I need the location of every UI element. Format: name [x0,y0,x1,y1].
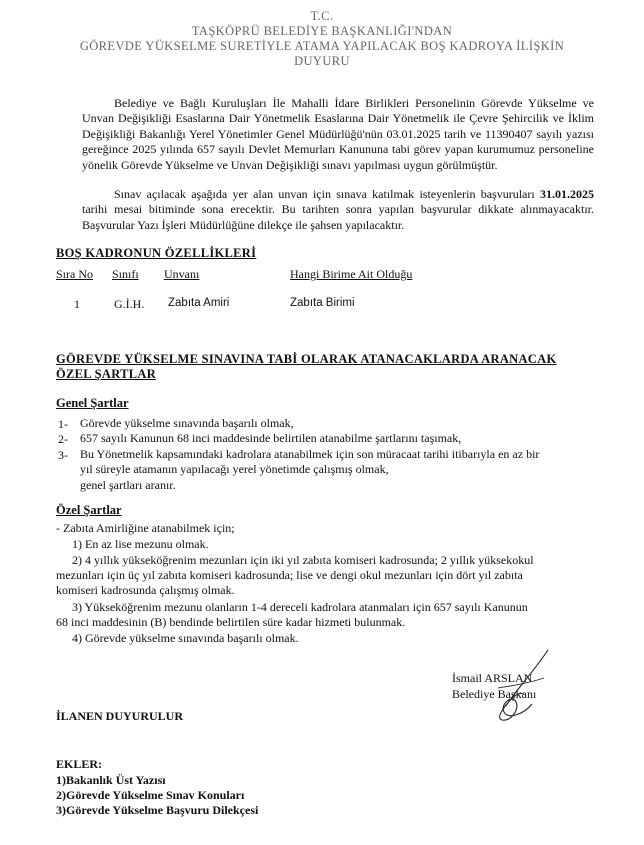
attachments-title: EKLER: [56,757,103,771]
signatory-title: Belediye Başkanı [452,687,537,701]
general-item-3-text-line1: Bu Yönetmelik kapsamındaki kadrolara atanabilmek için son müracaat tarihi itibarıyla en az bir [80,447,540,461]
vacancy-row-no: 1 [74,297,80,311]
general-item-1-text: Görevde yükselme sınavında başarılı olmak, [80,416,294,430]
special-conditions-title-line2: ÖZEL ŞARTLAR [56,367,157,381]
vacancy-title: BOŞ KADRONUN ÖZELLİKLERİ [56,246,257,260]
signatory-name: İsmail ARSLAN [452,671,533,685]
vacancy-row-class: G.İ.H. [114,297,145,311]
header-subject: GÖREVDE YÜKSELME SURETİYLE ATAMA YAPILACAK BOŞ KADROYA İLİŞKİN [79,39,565,53]
attachment-item-3: 3)Görevde Yükselme Başvuru Dilekçesi [56,803,259,817]
application-deadline: 31.01.2025 [540,187,594,201]
specific-condition-2-line2: mezunları için üç yıl zabıta komiseri kadrosunda; lise ve dengi okul mezunları için dört yıl zabıta [56,568,523,582]
specific-condition-3-line1: 3) Yükseköğrenim mezunu olanların 1-4 dereceli kadrolara atanmaları için 657 sayılı Kanunun [72,600,528,614]
col-header-sinifi: Sınıfı [112,267,139,281]
general-item-2-number: 2- [58,432,68,446]
specific-condition-3-line2: 68 inci maddesinin (B) bendinde belirtilen süre kadar hizmeti bulunmak. [56,615,406,629]
general-item-1-number: 1- [58,417,68,431]
specific-condition-1: 1) En az lise mezunu olmak. [72,537,209,551]
general-conditions-title: Genel Şartlar [56,396,129,410]
specific-conditions-title: Özel Şartlar [56,503,122,517]
intro-paragraph-1: Belediye ve Bağlı Kuruluşları İle Mahalli İdare Birlikleri Personelinin Görevde Yükselme ve Unvan Değişikliği Esaslarına Dair Yönetmelik Esaslarına Dair Yönetmelik ile Çevre Şehircilik ve İklim Değişikliği Bakanlığı Yerel Yönetimler Genel Müdürlüğü'nün 03.01.2025 tarih ve 11390407 sayılı yazısı gereğince 2025 yılında 657 sayılı Devlet Memurları Kanununa tabi görev yapan kurumumuz personeline yönelik Görevde Yükselme ve Unvan Değişikliği sınavı yapılması uygun görülmüştür. [82,96,594,172]
header-tc: T.C. [310,9,334,23]
announcement-text: İLANEN DUYURULUR [56,709,184,723]
attachment-item-1: 1)Bakanlık Üst Yazısı [56,773,166,787]
handwritten-signature-icon [440,648,570,728]
intro-paragraph-2-before: Sınav açılacak aşağıda yer alan unvan için sınava katılmak isteyenlerin başvuruları [114,187,540,201]
general-conditions-footer: genel şartları aranır. [80,478,176,492]
specific-condition-2-line3: komiseri kadrosunda çalışmış olmak. [56,583,235,597]
special-conditions-title-line1: GÖREVDE YÜKSELME SINAVINA TABİ OLARAK ATANACAKLARDA ARANACAK [56,352,557,366]
specific-condition-4: 4) Görevde yükselme sınavında başarılı olmak. [72,631,299,645]
header-institution: TAŞKÖPRÜ BELEDİYE BAŞKANLIĞI'NDAN [191,24,453,38]
attachment-item-2: 2)Görevde Yükselme Sınav Konuları [56,788,245,802]
general-item-2-text: 657 sayılı Kanunun 68 inci maddesinde belirtilen atanabilme şartlarını taşımak, [80,431,462,445]
general-item-3-number: 3- [58,448,68,462]
header-duyuru: DUYURU [294,54,350,68]
specific-condition-2-line1: 2) 4 yıllık yükseköğrenim mezunları için iki yıl zabıta komiseri kadrosunda; 2 yıllık yüksekokul [72,553,534,567]
col-header-unvani: Unvanı [164,267,200,281]
vacancy-row-title: Zabıta Amiri [168,297,230,309]
col-header-sira-no: Sıra No [56,267,93,281]
intro-paragraph-2 [82,187,594,233]
col-header-birim: Hangi Birime Ait Olduğu [290,267,413,281]
specific-lead: - Zabıta Amirliğine atanabilmek için; [56,521,235,535]
vacancy-row-unit: Zabıta Birimi [290,297,355,309]
general-item-3-text-line2: yıl süreyle atamanın yapılacağı yerel yönetimde çalışmış olmak, [80,462,389,476]
intro-paragraph-2-after: tarihi mesai bitiminde sona erecektir. Bu tarihten sonra yapılan başvurular dikkate alınmayacaktır. Başvurular Yazı İşleri Müdürlüğüne dilekçe ile şahsen yapılacaktır. [82,202,594,232]
